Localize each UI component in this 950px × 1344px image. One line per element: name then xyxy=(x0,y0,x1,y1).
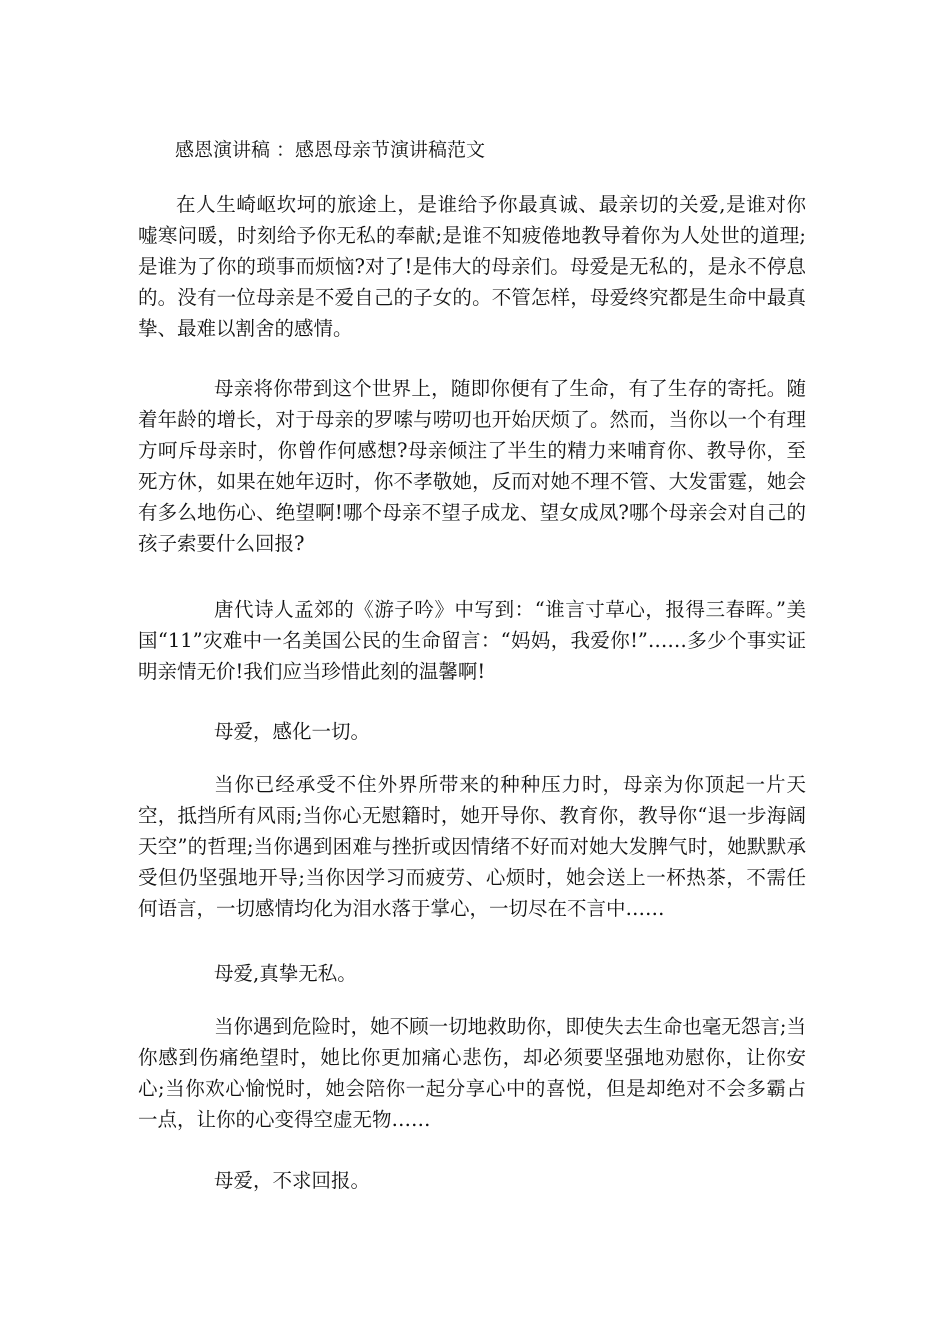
paragraph-1: 在人生崎岖坎坷的旅途上，是谁给予你最真诚、最亲切的关爱,是谁对你嘘寒问暖，时刻给予你无私的奉献;是谁不知疲倦地教导着你为人处世的道理;是谁为了你的琐事而烦恼?对了!是伟大的母亲们。母爱是无私的，是永不停息的。没有一位母亲是不爱自己的子女的。不管怎样，母爱终究都是生命中最真挚、最难以割舍的感情。 xyxy=(138,193,806,340)
document-title: 感恩演讲稿 ：感恩母亲节演讲稿范文 xyxy=(175,139,486,161)
paragraph-6: 母爱,真挚无私。 xyxy=(214,962,357,985)
paragraph-5: 当你已经承受不住外界所带来的种种压力时，母亲为你顶起一片天空，抵挡所有风雨;当你心无慰籍时，她开导你、教育你，教导你“退一步海阔天空”的哲理;当你遇到困难与挫折或因情绪不好而对她大发脾气时，她默默承受但仍坚强地开导;当你因学习而疲劳、心烦时，她会送上一杯热茶，不需任何语言，一切感情均化为泪水落于掌心，一切尽在不言中…… xyxy=(138,773,806,920)
paragraph-7: 当你遇到危险时，她不顾一切地救助你，即使失去生命也毫无怨言;当你感到伤痛绝望时，她比你更加痛心悲伤，却必须要坚强地劝慰你，让你安心;当你欢心愉悦时，她会陪你一起分享心中的喜悦，但是却绝对不会多霸占一点，让你的心变得空虚无物…… xyxy=(138,1015,806,1131)
paragraph-3: 唐代诗人孟郊的《游子吟》中写到：“谁言寸草心，报得三春晖。”美国“11”灾难中一名美国公民的生命留言：“妈妈，我爱你!”……多少个事实证明亲情无价!我们应当珍惜此刻的温馨啊! xyxy=(138,598,806,683)
paragraph-8: 母爱，不求回报。 xyxy=(214,1169,371,1192)
paragraph-4: 母爱，感化一切。 xyxy=(214,720,371,743)
paragraph-2: 母亲将你带到这个世界上，随即你便有了生命，有了生存的寄托。随着年龄的增长，对于母亲的罗嗦与唠叨也开始厌烦了。然而，当你以一个有理方呵斥母亲时，你曾作何感想?母亲倾注了半生的精力来哺育你、教导你，至死方休，如果在她年迈时，你不孝敬她，反而对她不理不管、大发雷霆，她会有多么地伤心、绝望啊!哪个母亲不望子成龙、望女成凤?哪个母亲会对自己的孩子索要什么回报? xyxy=(138,377,806,555)
